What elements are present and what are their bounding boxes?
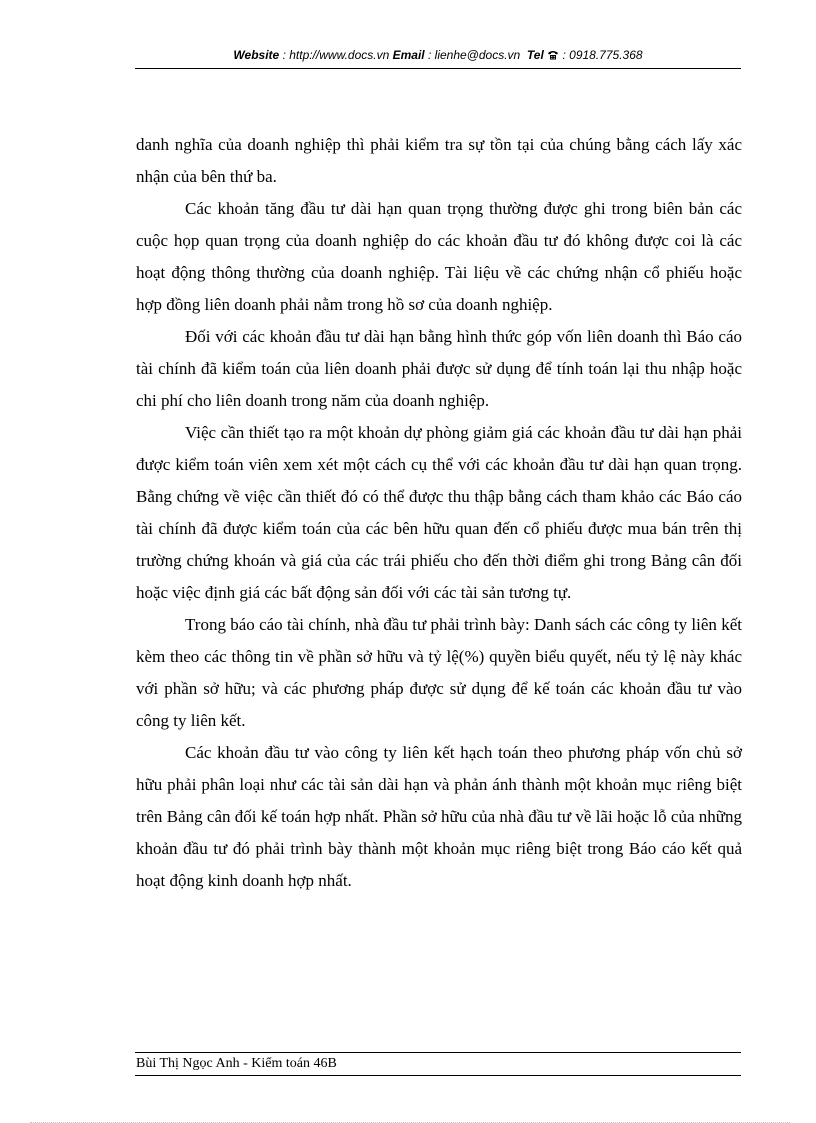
- paragraph: Các khoản đầu tư vào công ty liên kết hạch toán theo phương pháp vốn chủ sở hữu phải phân loại như các tài sản dài hạn và phản ánh thành một khoản mục riêng biệt trên Bảng cân đối kế toán hợp nhất. Phần sở hữu của nhà đầu tư về lãi hoặc lỗ của những khoản đầu tư đó phải trình bày thành một khoản mục riêng biệt trong Báo cáo kết quả hoạt động kinh doanh hợp nhất.: [136, 743, 742, 890]
- paragraph: Trong báo cáo tài chính, nhà đầu tư phải trình bày: Danh sách các công ty liên kết kèm theo các thông tin về phần sở hữu và tỷ lệ(%) quyền biểu quyết, nếu tỷ lệ này khác với phần sở hữu; và các phương pháp được sử dụng để kế toán các khoản đầu tư vào công ty liên kết.: [136, 615, 742, 730]
- phone-icon: [547, 48, 562, 62]
- website-value[interactable]: : http://www.docs.vn: [282, 48, 390, 62]
- page-footer: Bùi Thị Ngọc Anh - Kiểm toán 46B: [136, 1056, 337, 1071]
- email-value[interactable]: : lienhe@docs.vn: [427, 48, 521, 62]
- paragraph: danh nghĩa của doanh nghiệp thì phải kiểm tra sự tồn tại của chúng bằng cách lấy xác nhận của bên thứ ba.: [136, 135, 742, 186]
- header-divider: [135, 68, 741, 69]
- page-header: [135, 46, 741, 64]
- paragraph: Đối với các khoản đầu tư dài hạn bằng hình thức góp vốn liên doanh thì Báo cáo tài chính đã kiểm toán của liên doanh phải được sử dụng để tính toán lại thu nhập hoặc chi phí cho liên doanh trong năm của doanh nghiệp.: [136, 327, 742, 410]
- paragraph: Các khoản tăng đầu tư dài hạn quan trọng thường được ghi trong biên bản các cuộc họp quan trọng của doanh nghiệp do các khoản đầu tư đó không được coi là các hoạt động thông thường của doanh nghiệp. Tài liệu về các chứng nhận cổ phiếu hoặc hợp đồng liên doanh phải nằm trong hồ sơ của doanh nghiệp.: [136, 199, 742, 314]
- paragraph: Việc cần thiết tạo ra một khoản dự phòng giảm giá các khoản đầu tư dài hạn phải được kiểm toán viên xem xét một cách cụ thể với các khoản đầu tư dài hạn quan trọng. Bằng chứng về việc cần thiết đó có thể được thu thập bằng cách tham khảo các Báo cáo tài chính đã được kiểm toán của các bên hữu quan đến cổ phiếu được mua bán trên thị trường chứng khoán và giá của các trái phiếu cho đến thời điểm ghi trong Bảng cân đối hoặc việc định giá các bất động sản đối với các tài sản tương tự.: [136, 423, 742, 602]
- email-label: Email: [392, 48, 425, 62]
- tel-value: : 0918.775.368: [562, 48, 643, 62]
- footer-divider-top: [135, 1052, 741, 1053]
- website-label: Website: [233, 48, 280, 62]
- footer-divider-bottom: [135, 1075, 741, 1076]
- document-body: [136, 129, 742, 897]
- tel-label: Tel: [526, 48, 544, 62]
